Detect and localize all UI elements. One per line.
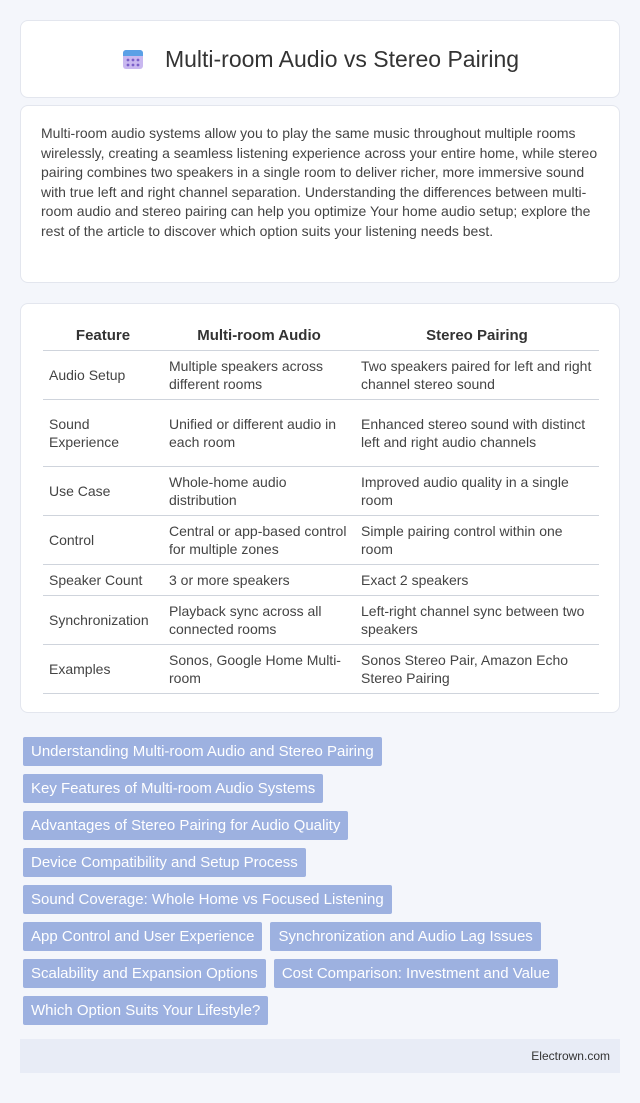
table-row [43,644,599,693]
table-cell: Enhanced stereo sound with distinct left and right audio channels [355,399,599,466]
toc-link[interactable]: Device Compatibility and Setup Process [23,848,306,877]
toc-link[interactable]: Synchronization and Audio Lag Issues [270,922,540,951]
calendar-grid-icon [121,47,145,71]
title-card [20,20,620,98]
toc-link[interactable]: Sound Coverage: Whole Home vs Focused Listening [23,885,392,914]
table-cell: Simple pairing control within one room [355,515,599,564]
table-cell: Multiple speakers across different rooms [163,350,355,399]
table-cell: Speaker Count [43,564,163,595]
table-row [43,515,599,564]
table-cell: Left-right channel sync between two speakers [355,595,599,644]
table-cell: Sonos Stereo Pair, Amazon Echo Stereo Pairing [355,644,599,693]
table-cell: Sound Experience [43,399,163,466]
table-row [43,564,599,595]
column-header-stereo: Stereo Pairing [355,326,599,350]
table-row [43,595,599,644]
footer [20,1039,620,1073]
comparison-table-card [20,303,620,713]
table-cell: Exact 2 speakers [355,564,599,595]
toc-link[interactable]: App Control and User Experience [23,922,262,951]
column-header-multi-room: Multi-room Audio [163,326,355,350]
footer-source: Electrown.com [531,1049,610,1063]
table-cell: Improved audio quality in a single room [355,466,599,515]
table-cell: Control [43,515,163,564]
table-cell: Audio Setup [43,350,163,399]
toc-link[interactable]: Understanding Multi-room Audio and Stereo Pairing [23,737,382,766]
toc-link[interactable]: Scalability and Expansion Options [23,959,266,988]
table-cell: Sonos, Google Home Multi-room [163,644,355,693]
toc-link[interactable]: Which Option Suits Your Lifestyle? [23,996,268,1025]
toc-link[interactable]: Key Features of Multi-room Audio Systems [23,774,323,803]
table-cell: Playback sync across all connected rooms [163,595,355,644]
table-cell: Examples [43,644,163,693]
table-cell: Synchronization [43,595,163,644]
toc-link[interactable]: Advantages of Stereo Pairing for Audio Quality [23,811,348,840]
table-of-contents [23,737,623,1025]
page-title: Multi-room Audio vs Stereo Pairing [164,45,520,72]
table-row [43,350,599,399]
table-cell: 3 or more speakers [163,564,355,595]
table-cell: Central or app-based control for multiple zones [163,515,355,564]
table-header-row [43,326,599,350]
table-cell: Whole-home audio distribution [163,466,355,515]
intro-paragraph: Multi-room audio systems allow you to play the same music throughout multiple rooms wirelessly, creating a seamless listening experience across your entire home, while stereo pairing combines two speakers in a single room to deliver richer, more immersive sound with true left and right channel separation. Understanding the differences between multi-room audio and stereo pairing can help you optimize Your home audio setup; explore the rest of the article to discover which option suits your listening needs best. [41,125,598,239]
table-cell: Two speakers paired for left and right channel stereo sound [355,350,599,399]
column-header-feature: Feature [43,326,163,350]
table-row [43,466,599,515]
intro-card [20,105,620,283]
table-cell: Use Case [43,466,163,515]
table-row [43,399,599,466]
comparison-table [43,326,599,694]
table-cell: Unified or different audio in each room [163,399,355,466]
toc-link[interactable]: Cost Comparison: Investment and Value [274,959,558,988]
